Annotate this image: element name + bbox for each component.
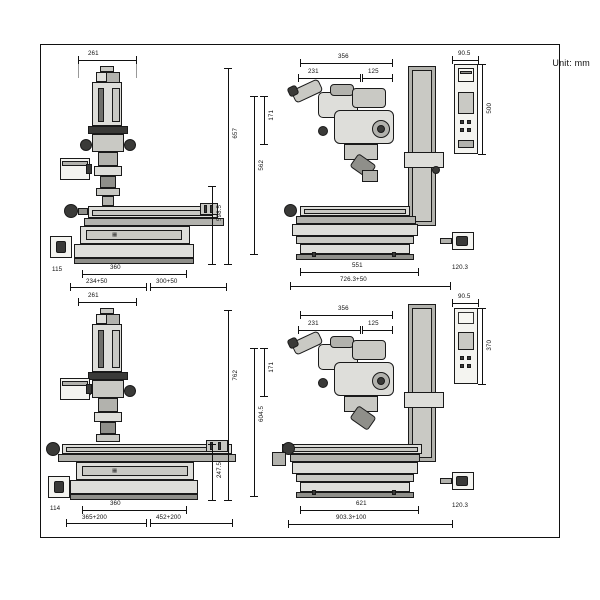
dim-903-3-100: 903.3+100 — [336, 514, 367, 521]
dim-452-200: 452+200 — [156, 514, 181, 521]
dim-231-bottom: 231 — [308, 320, 319, 327]
dim-300-50: 300+50 — [156, 278, 178, 285]
dim-762: 762 — [232, 370, 239, 381]
dim-726-3-50: 726.3+50 — [340, 276, 367, 283]
dim-120-3-top: 120.3 — [452, 264, 468, 271]
dim-120-3-bottom: 120.3 — [452, 502, 468, 509]
dim-360-top: 360 — [110, 264, 121, 271]
dim-604-5: 604.5 — [258, 406, 265, 422]
dim-621: 621 — [356, 500, 367, 507]
dim-90-5-bottom: 90.5 — [458, 293, 471, 300]
dim-551: 551 — [352, 262, 363, 269]
dim-114: 114 — [50, 505, 61, 512]
dim-500: 500 — [486, 103, 493, 114]
dim-657: 657 — [232, 128, 239, 139]
dim-360-bottom: 360 — [110, 500, 121, 507]
unit-note: Unit: mm — [552, 58, 590, 68]
drawing-canvas: Unit: mm 261 ▦ 115 657 598.5 360 234+50 300+50 356 231 125 90.5 500 171 562 551 726.3+50 120.3 261 ▦ 114 762 247.5 360 365+200 452+200 356 231 125 90.5 370 171 604.5 621 903.3+100 120.3 — [0, 0, 600, 600]
dim-125-top: 125 — [368, 68, 379, 75]
dim-231-top: 231 — [308, 68, 319, 75]
dim-365-200: 365+200 — [82, 514, 107, 521]
dim-562: 562 — [258, 160, 265, 171]
dim-356-bottom: 356 — [338, 305, 349, 312]
dim-115: 115 — [52, 266, 63, 273]
dim-171-top: 171 — [268, 110, 275, 121]
dim-90-5-top: 90.5 — [458, 50, 471, 57]
dim-234-50: 234+50 — [86, 278, 108, 285]
dim-356-top: 356 — [338, 53, 349, 60]
dim-247-5: 247.5 — [216, 462, 223, 478]
dim-370: 370 — [486, 340, 493, 351]
dim-261-top: 261 — [88, 50, 99, 57]
dim-171-bottom: 171 — [268, 362, 275, 373]
dim-125-bottom: 125 — [368, 320, 379, 327]
dim-261-bottom: 261 — [88, 292, 99, 299]
dim-598-5: 598.5 — [216, 205, 223, 221]
